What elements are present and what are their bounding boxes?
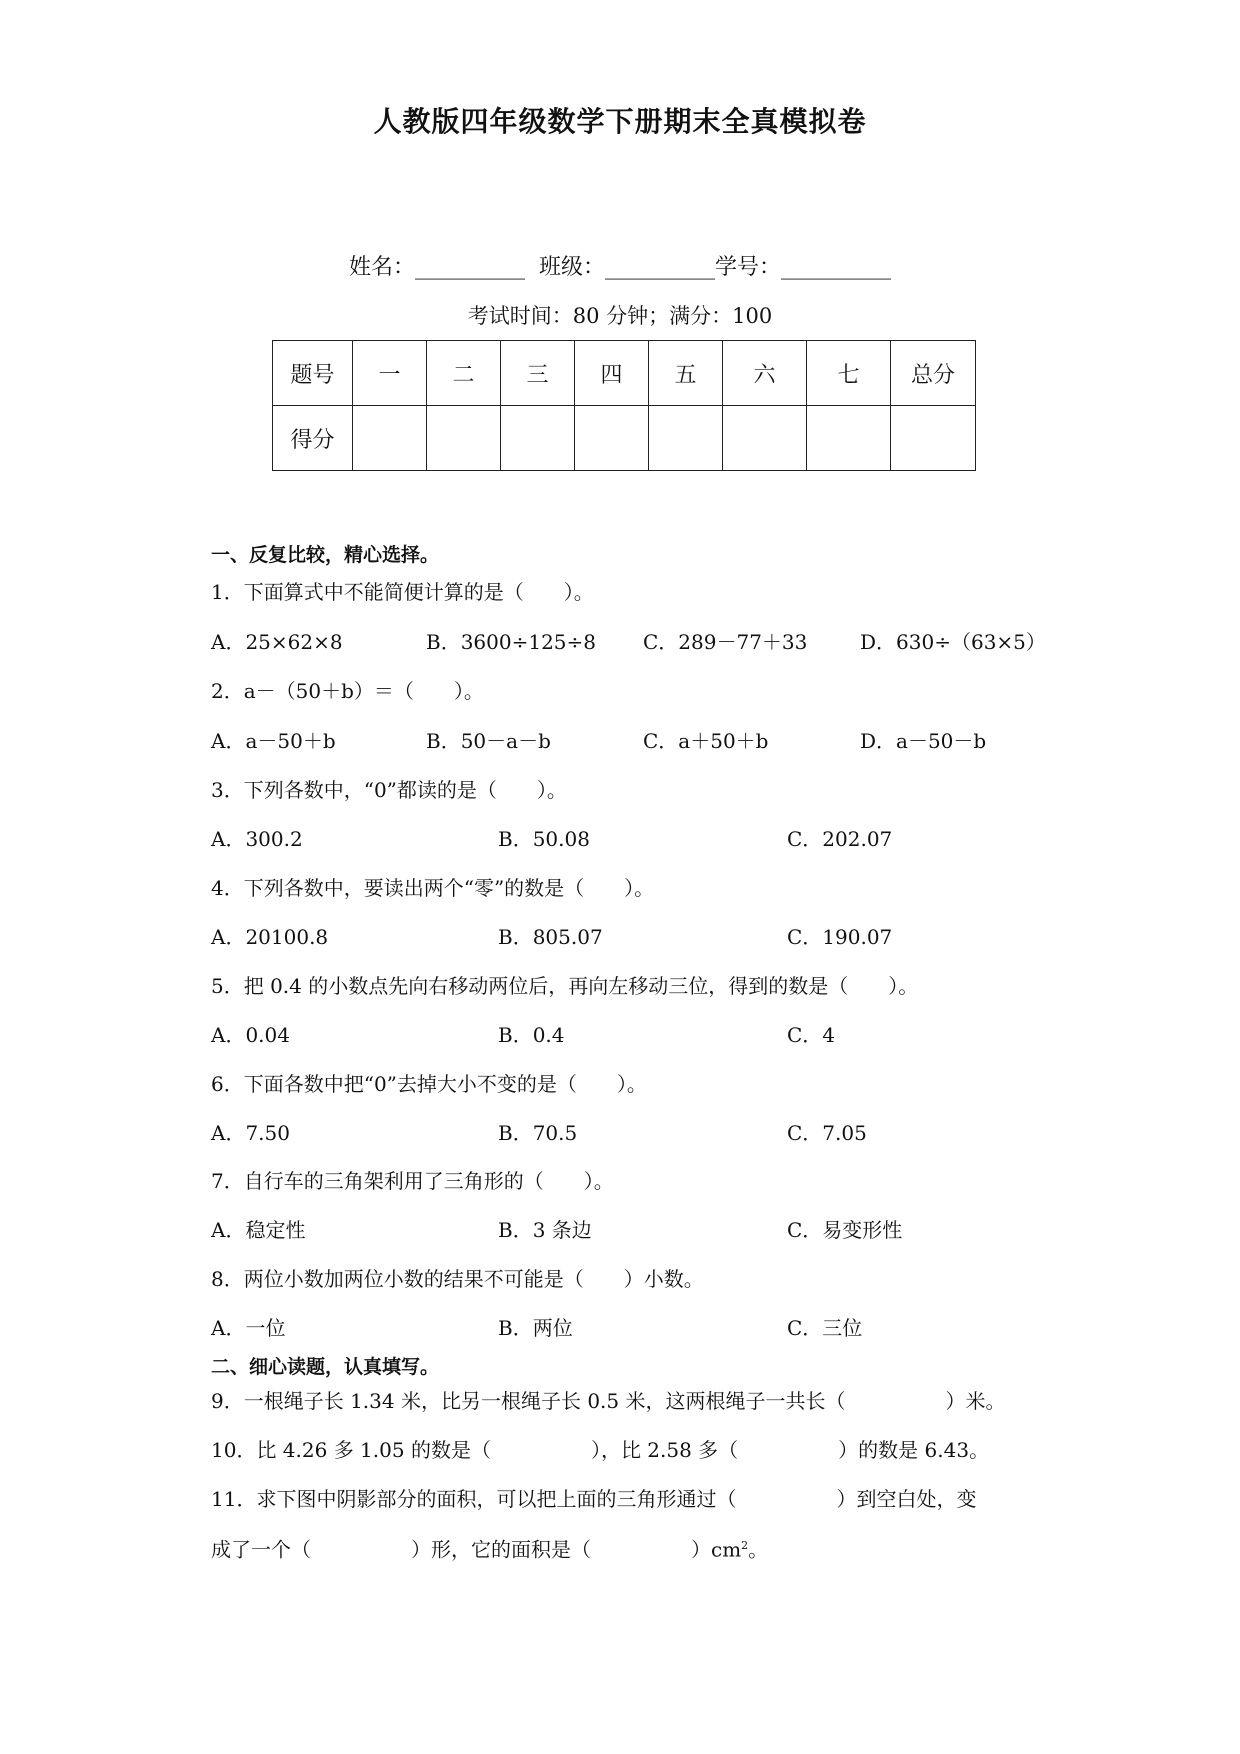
q5-option-a: A．0.04	[211, 1023, 290, 1047]
q4-option-b: B．805.07	[498, 925, 603, 949]
question-4: 4．下列各数中，要读出两个“零”的数是（ ）。	[211, 876, 655, 900]
score-table-header-cell: 七	[807, 341, 891, 406]
question-8: 8．两位小数加两位小数的结果不可能是（ ）小数。	[211, 1267, 704, 1291]
q4-option-a: A．20100.8	[211, 925, 329, 949]
question-3: 3．下列各数中，“0”都读的是（ ）。	[211, 778, 567, 802]
q1-option-d: D．630÷（63×5）	[860, 630, 1046, 654]
q4-option-c: C．190.07	[787, 925, 893, 949]
q7-option-a: A．稳定性	[211, 1218, 306, 1242]
document-title: 人教版四年级数学下册期末全真模拟卷	[373, 105, 867, 138]
q2-option-d: D．a－50－b	[860, 729, 987, 753]
q6-option-a: A．7.50	[211, 1121, 290, 1145]
q7-option-c: C．易变形性	[787, 1218, 903, 1242]
score-cell[interactable]	[807, 406, 891, 471]
score-cell[interactable]	[649, 406, 723, 471]
q6-option-b: B．70.5	[498, 1121, 578, 1145]
q2-option-c: C．a＋50＋b	[643, 729, 769, 753]
q1-option-a: A．25×62×8	[211, 630, 343, 654]
score-cell[interactable]	[575, 406, 649, 471]
score-row-label: 得分	[273, 406, 353, 471]
question-11-end: 。	[748, 1537, 769, 1562]
q1-option-c: C．289－77＋33	[643, 630, 808, 654]
score-table-header-cell: 一	[353, 341, 427, 406]
q2-option-a: A．a－50＋b	[211, 729, 336, 753]
question-2: 2．a－（50＋b）＝（ ）。	[211, 679, 484, 703]
score-cell[interactable]	[723, 406, 807, 471]
score-table-header-cell: 二	[427, 341, 501, 406]
q2-option-b: B．50－a－b	[426, 729, 551, 753]
score-table-header-cell: 总分	[891, 341, 976, 406]
score-cell[interactable]	[353, 406, 427, 471]
unit-superscript: 2	[741, 1539, 749, 1552]
score-table-header-cell: 四	[575, 341, 649, 406]
exam-info-line: 考试时间：80 分钟；满分：100	[467, 304, 773, 328]
question-9: 9．一根绳子长 1.34 米，比另一根绳子长 0.5 米，这两根绳子一共长（ ）米。	[211, 1389, 1006, 1413]
score-table-header-cell: 三	[501, 341, 575, 406]
score-table-score-row	[273, 406, 976, 471]
q5-option-c: C．4	[787, 1023, 836, 1047]
student-info-line: 姓名：__________ 班级：__________学号：__________	[349, 255, 891, 280]
score-table	[272, 340, 976, 471]
question-11-line-2	[211, 1532, 768, 1564]
score-table-header-cell: 六	[723, 341, 807, 406]
q3-option-a: A．300.2	[211, 827, 303, 851]
question-7: 7．自行车的三角架利用了三角形的（ ）。	[211, 1169, 614, 1193]
score-table-header-row	[273, 341, 976, 406]
score-cell[interactable]	[427, 406, 501, 471]
q5-option-b: B．0.4	[498, 1023, 565, 1047]
section-2-title: 二、细心读题，认真填写。	[211, 1356, 440, 1378]
question-6: 6．下面各数中把“0”去掉大小不变的是（ ）。	[211, 1072, 647, 1096]
question-1: 1．下面算式中不能简便计算的是（ ）。	[211, 580, 594, 604]
score-cell[interactable]	[501, 406, 575, 471]
question-10: 10．比 4.26 多 1.05 的数是（ ），比 2.58 多（ ）的数是 6.43。	[211, 1438, 990, 1462]
question-5: 5．把 0.4 的小数点先向右移动两位后，再向左移动三位，得到的数是（ ）。	[211, 974, 919, 998]
q8-option-c: C．三位	[787, 1316, 863, 1340]
q7-option-b: B．3 条边	[498, 1218, 592, 1242]
score-cell[interactable]	[891, 406, 976, 471]
q6-option-c: C．7.05	[787, 1121, 867, 1145]
question-11-text: 成了一个（ ）形，它的面积是（ ）cm	[211, 1537, 742, 1562]
score-table-header-cell: 题号	[273, 341, 353, 406]
q8-option-b: B．两位	[498, 1316, 573, 1340]
section-1-title: 一、反复比较，精心选择。	[211, 544, 440, 566]
question-11-line-1: 11．求下图中阴影部分的面积，可以把上面的三角形通过（ ）到空白处，变	[211, 1487, 977, 1511]
q8-option-a: A．一位	[211, 1316, 286, 1340]
q1-option-b: B．3600÷125÷8	[426, 630, 597, 654]
q3-option-b: B．50.08	[498, 827, 590, 851]
score-table-header-cell: 五	[649, 341, 723, 406]
q3-option-c: C．202.07	[787, 827, 893, 851]
